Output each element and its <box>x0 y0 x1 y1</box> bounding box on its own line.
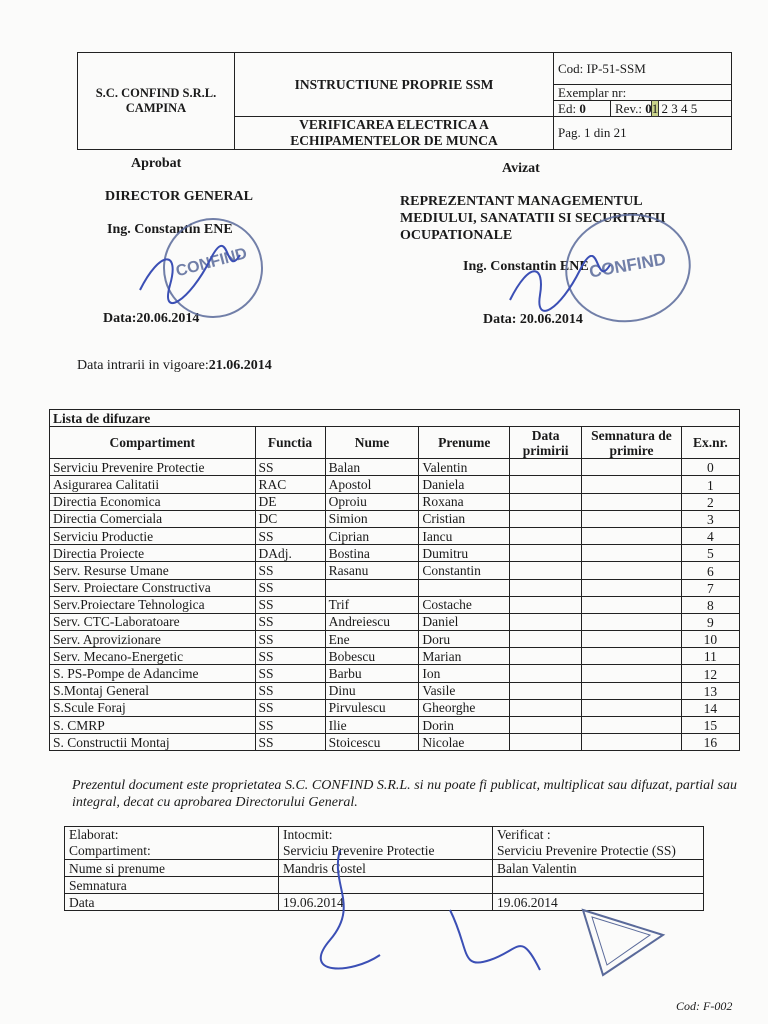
cell-name: Ene <box>325 631 419 648</box>
cell-dept: Serv. Resurse Umane <box>50 562 256 579</box>
revision-5: 5 <box>690 101 698 116</box>
cell-first: Cristian <box>419 510 510 527</box>
endorser-role-line3: OCUPATIONALE <box>400 228 513 243</box>
approver-role: DIRECTOR GENERAL <box>105 189 253 204</box>
cell-date-received <box>510 699 582 716</box>
cell-ex: 12 <box>681 665 739 682</box>
form-code: Cod: F-002 <box>676 999 733 1013</box>
compartiment-label: Compartiment: <box>69 843 151 858</box>
doc-title-line1: VERIFICAREA ELECTRICA A <box>299 117 489 132</box>
revision-0: 0 <box>645 101 652 116</box>
cell-first: Valentin <box>419 459 510 476</box>
cell-ex: 15 <box>681 717 739 734</box>
cell-ex: 13 <box>681 682 739 699</box>
cell-name: Dinu <box>325 682 419 699</box>
document-header <box>77 52 732 150</box>
cell-dept: Asigurarea Calitatii <box>50 476 256 493</box>
cell-first: Vasile <box>419 682 510 699</box>
cell-date-received <box>510 613 582 630</box>
cell-dept: S.Scule Foraj <box>50 699 256 716</box>
endorsed-title: Avizat <box>502 161 540 176</box>
table-row <box>50 648 740 665</box>
cell-signature <box>582 562 682 579</box>
effective-date-value: 21.06.2014 <box>208 358 272 373</box>
cell-ex: 5 <box>681 545 739 562</box>
cell-date-received <box>510 648 582 665</box>
col-semnatura: Semnatura de primire <box>582 427 682 459</box>
cell-name: Bostina <box>325 545 419 562</box>
cell-signature <box>582 665 682 682</box>
doc-title-line2: ECHIPAMENTELOR DE MUNCA <box>290 133 498 148</box>
cell-first: Daniel <box>419 613 510 630</box>
cell-first: Dorin <box>419 717 510 734</box>
doc-type-cell <box>235 53 554 117</box>
cell-dept: S. Constructii Montaj <box>50 734 256 751</box>
cell-date-received <box>510 579 582 596</box>
intocmit-dept: Serviciu Prevenire Protectie <box>283 843 435 858</box>
cell-date-received <box>510 527 582 544</box>
exemplar-label: Exemplar nr: <box>558 85 627 100</box>
department-stamp <box>578 890 668 980</box>
cell-signature <box>582 476 682 493</box>
cell-date-received <box>510 510 582 527</box>
col-ex-nr: Ex.nr. <box>681 427 739 459</box>
cell-func: SS <box>255 631 325 648</box>
cell-name: Andreiescu <box>325 613 419 630</box>
cell-func: SS <box>255 665 325 682</box>
cell-ex: 14 <box>681 699 739 716</box>
cell-first: Constantin <box>419 562 510 579</box>
cell-func: DE <box>255 493 325 510</box>
cell-dept: Serviciu Prevenire Protectie <box>50 459 256 476</box>
cell-date-received <box>510 545 582 562</box>
cell-date-received <box>510 631 582 648</box>
cell-signature <box>582 596 682 613</box>
cell-signature <box>582 579 682 596</box>
cell-ex: 8 <box>681 596 739 613</box>
cell-first: Marian <box>419 648 510 665</box>
signature-left <box>130 240 250 310</box>
cell-signature <box>582 631 682 648</box>
cell-date-received <box>510 734 582 751</box>
cell-ex: 2 <box>681 493 739 510</box>
cell-first: Doru <box>419 631 510 648</box>
cell-signature <box>582 699 682 716</box>
table-row <box>50 682 740 699</box>
company-cell <box>78 53 235 150</box>
cell-first: Costache <box>419 596 510 613</box>
stamp-right-text: CONFIND <box>587 249 668 282</box>
cell-date-received <box>510 459 582 476</box>
approver-name: Ing. Constantin ENE <box>107 222 233 237</box>
cell-signature <box>582 459 682 476</box>
cell-dept: Serv.Proiectare Tehnologica <box>50 596 256 613</box>
revision-label: Rev.: <box>615 101 642 116</box>
edition-label: Ed: <box>558 101 577 116</box>
cell-dept: Serv. Proiectare Constructiva <box>50 579 256 596</box>
verificat-date: 19.06.2014 <box>493 894 704 911</box>
cell-name: Barbu <box>325 665 419 682</box>
table-row <box>50 493 740 510</box>
table-row <box>50 562 740 579</box>
cell-first: Daniela <box>419 476 510 493</box>
cell-func: SS <box>255 699 325 716</box>
cell-ex: 9 <box>681 613 739 630</box>
cell-dept: S. CMRP <box>50 717 256 734</box>
cell-ex: 6 <box>681 562 739 579</box>
cell-date-received <box>510 476 582 493</box>
cell-func: SS <box>255 527 325 544</box>
endorser-role-line1: REPREZENTANT MANAGEMENTUL <box>400 194 643 209</box>
cell-ex: 10 <box>681 631 739 648</box>
approved-title: Aprobat <box>131 156 182 171</box>
verificat-label: Verificat : <box>497 827 551 842</box>
cell-ex: 1 <box>681 476 739 493</box>
col-nume: Nume <box>325 427 419 459</box>
cell-func: SS <box>255 682 325 699</box>
cell-ex: 7 <box>681 579 739 596</box>
cell-dept: Serv. Mecano-Energetic <box>50 648 256 665</box>
cell-signature <box>582 527 682 544</box>
cell-name: Apostol <box>325 476 419 493</box>
stamp-left-text: CONFIND <box>174 245 249 281</box>
table-row <box>50 734 740 751</box>
cell-signature <box>582 682 682 699</box>
cell-name: Rasanu <box>325 562 419 579</box>
verificat-name: Balan Valentin <box>493 860 704 877</box>
doc-title-cell <box>235 117 554 150</box>
cell-func: SS <box>255 613 325 630</box>
cell-dept: S. PS-Pompe de Adancime <box>50 665 256 682</box>
table-row <box>50 579 740 596</box>
cell-dept: Directia Comerciala <box>50 510 256 527</box>
edition-revision <box>554 100 731 116</box>
cell-func: SS <box>255 734 325 751</box>
revision-3: 3 <box>671 101 678 116</box>
endorser-name: Ing. Constantin ENE <box>463 259 589 274</box>
cell-signature <box>582 613 682 630</box>
cell-func: SS <box>255 596 325 613</box>
endorser-role-line2: MEDIULUI, SANATATII SI SECURITATII <box>400 211 666 226</box>
data-label: Data <box>65 894 279 911</box>
exemplar-and-rev <box>554 85 732 117</box>
cell-func: SS <box>255 459 325 476</box>
col-data-primirii: Data primirii <box>510 427 582 459</box>
intocmit-date: 19.06.2014 <box>279 894 493 911</box>
cell-first: Iancu <box>419 527 510 544</box>
table-row <box>50 631 740 648</box>
doc-type: INSTRUCTIUNE PROPRIE SSM <box>294 76 494 92</box>
table-row <box>50 717 740 734</box>
table-row <box>50 459 740 476</box>
cell-date-received <box>510 665 582 682</box>
cell-name: Trif <box>325 596 419 613</box>
cell-date-received <box>510 562 582 579</box>
cell-dept: Serv. CTC-Laboratoare <box>50 613 256 630</box>
cell-name: Ilie <box>325 717 419 734</box>
col-prenume: Prenume <box>419 427 510 459</box>
cell-signature <box>582 734 682 751</box>
cell-name: Balan <box>325 459 419 476</box>
cell-func: DAdj. <box>255 545 325 562</box>
cell-ex: 11 <box>681 648 739 665</box>
cell-signature <box>582 493 682 510</box>
signature-right <box>505 255 615 315</box>
cell-signature <box>582 648 682 665</box>
endorsement-date: Data: 20.06.2014 <box>483 312 583 327</box>
ownership-notice: Prezentul document este proprietatea S.C. CONFIND S.R.L. si nu poate fi publicat, multiplicat sau difuzat, partial sau integral, decat cu aprobarea Directorului General. <box>72 778 737 810</box>
cell-first: Gheorghe <box>419 699 510 716</box>
company-name: S.C. CONFIND S.R.L. <box>95 86 217 100</box>
cell-name: Bobescu <box>325 648 419 665</box>
cell-first: Nicolae <box>419 734 510 751</box>
company-city: CAMPINA <box>125 101 187 115</box>
table-row <box>50 596 740 613</box>
table-row <box>50 665 740 682</box>
cell-name: Simion <box>325 510 419 527</box>
distribution-rows <box>50 459 740 751</box>
approval-date: Data:20.06.2014 <box>103 311 200 326</box>
cell-signature <box>582 510 682 527</box>
table-row <box>50 613 740 630</box>
cell-dept: Serv. Aprovizionare <box>50 631 256 648</box>
doc-code-text: Cod: IP-51-SSM <box>558 60 646 76</box>
cell-ex: 16 <box>681 734 739 751</box>
table-row <box>50 699 740 716</box>
revision-4: 4 <box>680 101 688 116</box>
semnatura-label: Semnatura <box>65 877 279 894</box>
cell-name: Stoicescu <box>325 734 419 751</box>
cell-name: Oproiu <box>325 493 419 510</box>
cell-func: SS <box>255 579 325 596</box>
cell-dept: Directia Proiecte <box>50 545 256 562</box>
signature-verificat <box>440 900 550 980</box>
cell-signature <box>582 545 682 562</box>
effective-date <box>77 358 272 374</box>
distribution-table <box>49 409 740 751</box>
cell-dept: S.Montaj General <box>50 682 256 699</box>
cell-dept: Directia Economica <box>50 493 256 510</box>
nume-label: Nume si prenume <box>65 860 279 877</box>
cell-func: DC <box>255 510 325 527</box>
table-row <box>50 476 740 493</box>
table-row <box>50 545 740 562</box>
cell-first <box>419 579 510 596</box>
cell-func: SS <box>255 648 325 665</box>
cell-ex: 3 <box>681 510 739 527</box>
signature-intocmit <box>310 845 400 985</box>
cell-ex: 4 <box>681 527 739 544</box>
cell-date-received <box>510 493 582 510</box>
intocmit-label: Intocmit: <box>283 827 333 842</box>
cell-ex: 0 <box>681 459 739 476</box>
cell-func: RAC <box>255 476 325 493</box>
page-number <box>554 117 732 150</box>
effective-date-label: Data intrarii in vigoare: <box>77 358 209 373</box>
distribution-title: Lista de difuzare <box>50 410 740 427</box>
cell-dept: Serviciu Productie <box>50 527 256 544</box>
cell-name: Ciprian <box>325 527 419 544</box>
cell-date-received <box>510 717 582 734</box>
col-compartiment: Compartiment <box>50 427 256 459</box>
edition-value: 0 <box>579 101 586 116</box>
table-row <box>50 527 740 544</box>
verificat-dept: Serviciu Prevenire Protectie (SS) <box>497 843 676 858</box>
intocmit-name: Mandris Costel <box>279 860 493 877</box>
cell-first: Roxana <box>419 493 510 510</box>
elaborat-cell <box>65 827 279 860</box>
doc-code <box>554 53 732 85</box>
elaborat-label: Elaborat: <box>69 827 119 842</box>
revision-2: 2 <box>661 101 668 116</box>
table-row <box>50 510 740 527</box>
col-functia: Functia <box>255 427 325 459</box>
cell-name <box>325 579 419 596</box>
cell-first: Dumitru <box>419 545 510 562</box>
cell-date-received <box>510 596 582 613</box>
cell-name: Pirvulescu <box>325 699 419 716</box>
cell-signature <box>582 717 682 734</box>
cell-func: SS <box>255 562 325 579</box>
verificat-cell <box>493 827 704 860</box>
cell-func: SS <box>255 717 325 734</box>
cell-date-received <box>510 682 582 699</box>
page-number-text: Pag. 1 din 21 <box>558 125 627 140</box>
revision-1: 1 <box>651 101 659 116</box>
cell-first: Ion <box>419 665 510 682</box>
